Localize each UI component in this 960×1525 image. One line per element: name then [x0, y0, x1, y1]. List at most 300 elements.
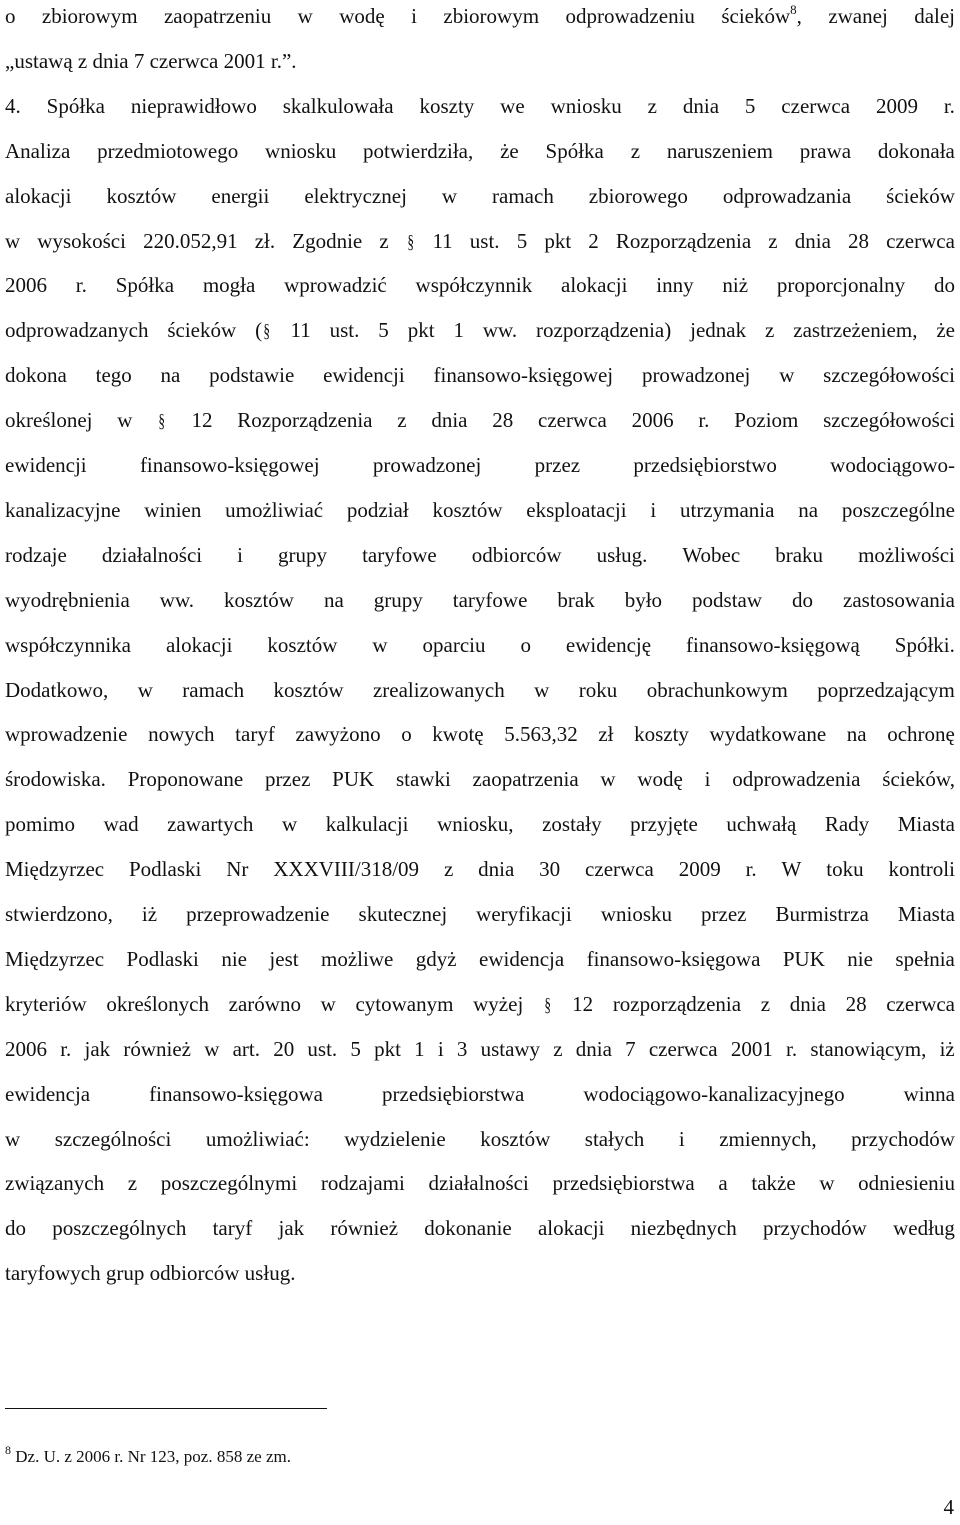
- word: Dodatkowo,: [5, 677, 109, 702]
- word: zaopatrzenia: [472, 767, 579, 792]
- word: poszczególne: [841, 497, 955, 522]
- word: Spółki.: [894, 632, 955, 657]
- word: ust.: [469, 228, 500, 253]
- word: 30: [539, 857, 561, 882]
- word: czerwca: [538, 408, 607, 433]
- word: w: [281, 812, 298, 837]
- word: stawki: [395, 767, 451, 792]
- footnote-text: Dz. U. z 2006 r. Nr 123, poz. 858 ze zm.: [15, 1447, 291, 1466]
- word: w: [372, 632, 388, 657]
- word: Zgodnie: [292, 228, 363, 253]
- line-text: odprowadzanych ścieków (§ 11 ust. 5 pkt 1 ww. rozporządzenia) jednak z zastrzeżeniem, że: [5, 318, 955, 343]
- word: we: [500, 93, 525, 118]
- word: również: [123, 1036, 191, 1061]
- word: finansowo-księgowej: [139, 453, 320, 477]
- word: przez: [701, 902, 747, 926]
- word: działalności: [428, 1171, 529, 1196]
- word: utrzymania: [679, 497, 775, 522]
- text-line: [5, 365, 955, 386]
- word: w: [779, 363, 795, 388]
- word: o: [401, 722, 412, 747]
- word: ścieków,: [882, 767, 955, 792]
- text-line: [5, 138, 955, 163]
- word: skutecznej: [358, 902, 448, 926]
- word: z: [443, 857, 454, 882]
- word: zarówno: [228, 991, 301, 1016]
- word: alokacji: [537, 1216, 605, 1241]
- word: wodociągowo-kanalizacyjnego: [583, 1081, 845, 1106]
- word: o: [520, 632, 531, 657]
- line-text: taryfowych grup odbiorców usług.: [5, 1261, 296, 1286]
- word: z: [630, 138, 641, 163]
- word: pomimo: [5, 812, 76, 837]
- word: przedmiotowego: [97, 138, 239, 163]
- text-line: [5, 542, 955, 567]
- section-sign: §: [544, 994, 552, 1016]
- section-sign: §: [263, 321, 271, 343]
- word: prawa: [799, 138, 852, 163]
- line-text: „ustawą z dnia 7 czerwca 2001 r.”.: [5, 48, 297, 73]
- word: [406, 231, 416, 252]
- word: Miasta: [897, 902, 955, 926]
- word: i: [237, 542, 243, 567]
- word: kosztów: [273, 677, 344, 702]
- word: 3: [456, 1036, 468, 1061]
- word: wniosku,: [437, 812, 514, 837]
- word: dnia: [478, 857, 515, 882]
- word: ustawy: [480, 1036, 541, 1061]
- word: 20: [273, 1036, 295, 1061]
- word: określonej: [5, 408, 93, 433]
- word: winien: [144, 497, 202, 522]
- word: wniosku: [265, 138, 337, 163]
- word: związanych: [5, 1171, 105, 1196]
- word: grupy: [278, 542, 328, 567]
- word: możliwości: [858, 542, 955, 567]
- word: niż: [722, 273, 749, 298]
- word: przez: [534, 453, 581, 477]
- word: poszczególnych: [52, 1216, 187, 1241]
- word: również: [330, 1216, 399, 1241]
- word: Proponowane: [127, 767, 244, 792]
- word: czerwca: [886, 991, 955, 1016]
- word: czerwca: [781, 93, 851, 118]
- word: inny: [656, 273, 694, 298]
- text-line: [5, 587, 955, 612]
- word: w: [819, 1171, 835, 1196]
- word: i: [650, 497, 657, 522]
- word: jak: [84, 1036, 111, 1061]
- word: zaopatrzeniu: [163, 4, 272, 28]
- text-line: [5, 859, 955, 880]
- word: potwierdziła,: [363, 138, 474, 163]
- word: odniesieniu: [858, 1171, 955, 1196]
- word: alokacji: [165, 632, 233, 657]
- word: w: [117, 408, 133, 433]
- word: Międzyrzec: [5, 857, 105, 882]
- word: ramach: [182, 677, 245, 702]
- word: PUK: [332, 767, 375, 792]
- word: r.: [745, 857, 757, 882]
- text-line: [5, 946, 955, 971]
- word: kanalizacyjne: [5, 497, 121, 522]
- word: Spółka: [545, 138, 604, 163]
- footnote-separator: [5, 1408, 327, 1409]
- text-line: [5, 320, 955, 341]
- word: wprowadzić: [284, 273, 387, 298]
- word: zwanej: [828, 4, 888, 28]
- word: nieprawidłowo: [130, 93, 257, 118]
- word: obrachunkowym: [646, 677, 788, 702]
- word: z: [553, 1036, 563, 1061]
- word: i: [411, 4, 417, 28]
- text-line: [5, 1081, 955, 1106]
- word: stałych: [584, 1126, 645, 1151]
- word: wniosku: [600, 902, 672, 926]
- word: 2006: [5, 1036, 47, 1061]
- word: grupy: [373, 587, 423, 612]
- text-line: [5, 632, 955, 657]
- word: W: [781, 857, 802, 882]
- word: kosztów: [432, 497, 503, 522]
- word: możliwe: [321, 946, 394, 971]
- word: weryfikacji: [476, 902, 572, 926]
- word: ewidencję: [565, 632, 652, 657]
- word: 5: [350, 1036, 361, 1061]
- word: w: [204, 1036, 220, 1061]
- word: ewidencji: [5, 453, 87, 477]
- word: zł.: [254, 228, 276, 253]
- word: oparciu: [422, 632, 486, 657]
- word: dokonanie: [424, 1216, 512, 1241]
- word: jak: [278, 1216, 305, 1241]
- word: Rady: [824, 812, 870, 837]
- word: kwotę: [432, 722, 484, 747]
- word: na: [846, 722, 867, 747]
- word: dnia: [431, 408, 468, 433]
- word: odprowadzania: [722, 183, 852, 208]
- word: w: [5, 1126, 21, 1151]
- word: ścieków$^8$,: [721, 2, 802, 28]
- text-line: [5, 904, 955, 925]
- word: w: [600, 767, 616, 792]
- word: szczegółowości: [823, 408, 955, 433]
- word: przeprowadzenie: [186, 902, 330, 926]
- word: wad: [103, 812, 139, 837]
- word: ramach: [492, 183, 554, 208]
- word: naruszeniem: [666, 138, 773, 163]
- footnote-reference: 8: [790, 2, 797, 17]
- word: odprowadzenia: [732, 767, 861, 792]
- word: wydatkowane: [709, 722, 827, 747]
- word: ewidencja: [479, 946, 565, 971]
- word: umożliwiać: [225, 497, 324, 522]
- word: pkt: [544, 228, 572, 253]
- word: czerwca: [886, 228, 955, 253]
- word: przedsiębiorstwo: [633, 453, 777, 477]
- word: 2006: [5, 273, 47, 298]
- word: rodzaje: [5, 542, 67, 567]
- word: kosztów: [106, 183, 177, 208]
- word: podstawie: [209, 363, 295, 388]
- word: tego: [95, 363, 132, 388]
- word: finansowo-księgowa: [149, 1081, 323, 1106]
- word: nowych: [148, 722, 215, 747]
- word: odprowadzeniu: [565, 4, 695, 28]
- word: czerwca: [585, 857, 654, 882]
- page-number: 4: [943, 1495, 954, 1519]
- word: w: [441, 183, 458, 208]
- word: Rozporządzenia: [237, 408, 373, 433]
- word: r.: [75, 273, 87, 298]
- word: poprzedzającym: [817, 677, 955, 702]
- word: 4.: [5, 93, 21, 118]
- word: uchwałą: [726, 812, 797, 837]
- word: stwierdzono,: [5, 902, 113, 926]
- word: rozporządzenia: [612, 991, 742, 1016]
- word: kosztów: [480, 1126, 551, 1151]
- word: 2009: [875, 93, 918, 118]
- word: do: [792, 587, 814, 612]
- word: [157, 410, 167, 431]
- word: zawartych: [167, 812, 254, 837]
- word: finansowo-księgowej: [433, 363, 614, 388]
- word: i: [437, 1036, 444, 1061]
- word: z: [647, 93, 657, 118]
- text-line: [5, 1036, 955, 1061]
- word: 12: [572, 991, 594, 1016]
- word: w: [320, 991, 336, 1016]
- word: zbiorowego: [588, 183, 688, 208]
- word: współczynnik: [415, 273, 533, 298]
- word: r.: [943, 93, 955, 118]
- word: zastosowania: [843, 587, 955, 612]
- word: wyżej: [473, 991, 524, 1016]
- word: 28: [492, 408, 514, 433]
- word: ewidencja: [5, 1081, 91, 1106]
- word: 1: [414, 1036, 425, 1061]
- word: kontroli: [888, 857, 955, 882]
- word: w: [5, 228, 21, 253]
- word: roku: [578, 677, 618, 702]
- word: ewidencji: [323, 363, 405, 388]
- word: dnia: [794, 228, 831, 253]
- word: przyjęte: [630, 812, 698, 837]
- word: PUK: [782, 946, 825, 971]
- word: 2009: [678, 857, 721, 882]
- word: odbiorców: [471, 542, 562, 567]
- text-line: [5, 275, 955, 296]
- word: 28: [845, 991, 867, 1016]
- word: podstaw: [692, 587, 763, 612]
- word: toku: [826, 857, 864, 882]
- word: 5: [516, 228, 528, 253]
- word: iż: [939, 1036, 955, 1061]
- text-line: [5, 48, 297, 73]
- word: zostały: [542, 812, 602, 837]
- word: wysokości: [37, 228, 126, 253]
- word: nie: [847, 946, 873, 971]
- word: że: [500, 138, 519, 163]
- word: 12: [191, 408, 213, 433]
- word: według: [893, 1216, 955, 1241]
- word: na: [160, 363, 181, 388]
- text-line: [5, 410, 955, 431]
- word: w: [137, 677, 153, 702]
- word: 5: [744, 93, 756, 118]
- word: wydzielenie: [344, 1126, 446, 1151]
- word: proporcjonalny: [776, 273, 906, 298]
- word: w: [534, 677, 550, 702]
- word: 2: [588, 228, 599, 253]
- word: z: [768, 228, 778, 253]
- text-line: [5, 677, 955, 702]
- text-line: [5, 93, 955, 118]
- word: r.: [786, 1036, 798, 1061]
- word: spełnia: [895, 946, 955, 971]
- word: szczegółowości: [823, 363, 955, 388]
- word: pkt: [374, 1036, 401, 1061]
- word: 11: [432, 228, 453, 253]
- word: skalkulowała: [282, 93, 394, 118]
- word: jest: [269, 946, 299, 971]
- word: wyodrębnienia: [5, 587, 130, 612]
- word: ww.: [159, 587, 194, 612]
- word: Rozporządzenia: [615, 228, 752, 253]
- word: XXXVIII/318/09: [273, 857, 420, 882]
- word: przedsiębiorstwa: [552, 1171, 695, 1196]
- word: Analiza: [5, 138, 71, 163]
- word: r.: [698, 408, 710, 433]
- word: mogła: [202, 273, 256, 298]
- word: eksploatacji: [526, 497, 627, 522]
- word: Nr: [226, 857, 249, 882]
- word: usług.: [596, 542, 648, 567]
- word: ścieków: [886, 183, 955, 208]
- text-line: [5, 724, 955, 745]
- word: przychodów: [851, 1126, 955, 1151]
- word: finansowo-księgowa: [586, 946, 761, 971]
- word: i: [678, 1126, 685, 1151]
- word: 2006: [631, 408, 674, 433]
- word: [543, 994, 553, 1015]
- word: 28: [848, 228, 870, 253]
- word: dalej: [914, 4, 955, 28]
- word: przez: [264, 767, 311, 792]
- word: kalkulacji: [325, 812, 409, 837]
- word: Międzyrzec: [5, 946, 105, 971]
- word: szczególności: [54, 1126, 172, 1151]
- text-line: [5, 1126, 955, 1151]
- word: określonych: [106, 991, 209, 1016]
- word: 2001: [730, 1036, 773, 1061]
- word: umożliwiać:: [205, 1126, 310, 1151]
- word: czerwca: [648, 1036, 718, 1061]
- text-line: [5, 497, 955, 522]
- word: zł: [598, 722, 614, 747]
- word: iż: [141, 902, 158, 926]
- word: współczynnika: [5, 632, 131, 657]
- section-sign: §: [407, 231, 414, 253]
- word: było: [624, 587, 663, 612]
- word: ochronę: [887, 722, 955, 747]
- word: energii: [211, 183, 270, 208]
- word: alokacji: [5, 183, 72, 208]
- word: dnia: [682, 93, 720, 118]
- word: wodę: [637, 767, 683, 792]
- word: Podlaski: [126, 946, 199, 971]
- footnote: [5, 1443, 291, 1466]
- section-sign: §: [158, 411, 166, 433]
- word: cytowanym: [355, 991, 454, 1016]
- word: Spółka: [115, 273, 175, 298]
- text-line: [5, 1263, 295, 1284]
- word: wodę: [339, 4, 385, 28]
- word: z: [379, 228, 389, 253]
- word: kosztów: [223, 587, 294, 612]
- word: Wobec: [682, 542, 741, 567]
- word: koszty: [419, 93, 475, 118]
- text-line: [5, 991, 955, 1016]
- word: zbiorowym: [41, 4, 138, 28]
- text-line: [5, 183, 955, 208]
- word: 7: [625, 1036, 636, 1061]
- word: dnia: [789, 991, 826, 1016]
- word: art.: [232, 1036, 260, 1061]
- text-line: [5, 228, 955, 253]
- word: brak: [557, 587, 595, 612]
- word: podział: [346, 497, 409, 522]
- text-line: [5, 2, 955, 28]
- word: 220.052,91: [143, 228, 238, 253]
- word: do: [933, 273, 955, 298]
- word: r.: [60, 1036, 72, 1061]
- word: kryteriów: [5, 991, 87, 1016]
- word: finansowo-księgową: [686, 632, 860, 657]
- word: prowadzonej: [372, 453, 482, 477]
- word: taryfowe: [362, 542, 437, 567]
- word: na: [798, 497, 819, 522]
- word: do: [5, 1216, 26, 1241]
- word: a: [718, 1171, 728, 1196]
- word: przedsiębiorstwa: [382, 1081, 525, 1106]
- word: 5.563,32: [504, 722, 578, 747]
- word: taryf: [212, 1216, 253, 1241]
- word: Podlaski: [128, 857, 202, 882]
- word: w: [297, 4, 313, 28]
- word: Poziom: [734, 408, 799, 433]
- word: nie: [221, 946, 247, 971]
- word: zmiennych,: [719, 1126, 817, 1151]
- word: winna: [903, 1081, 955, 1106]
- word: kosztów: [267, 632, 338, 657]
- word: ust.: [307, 1036, 338, 1061]
- text-line: [5, 769, 955, 790]
- word: rodzajami: [320, 1171, 405, 1196]
- word: zawyżono: [295, 722, 381, 747]
- word: dnia: [575, 1036, 612, 1061]
- word: z: [760, 991, 771, 1016]
- word: o: [5, 4, 16, 28]
- word: dokona: [5, 363, 67, 388]
- word: braku: [775, 542, 824, 567]
- word: Spółka: [46, 93, 105, 118]
- word: poszczególnymi: [160, 1171, 298, 1196]
- word: prowadzonej: [641, 363, 751, 388]
- word: dokonała: [877, 138, 955, 163]
- footnote-marker: 8: [5, 1443, 11, 1457]
- text-line: [5, 814, 955, 835]
